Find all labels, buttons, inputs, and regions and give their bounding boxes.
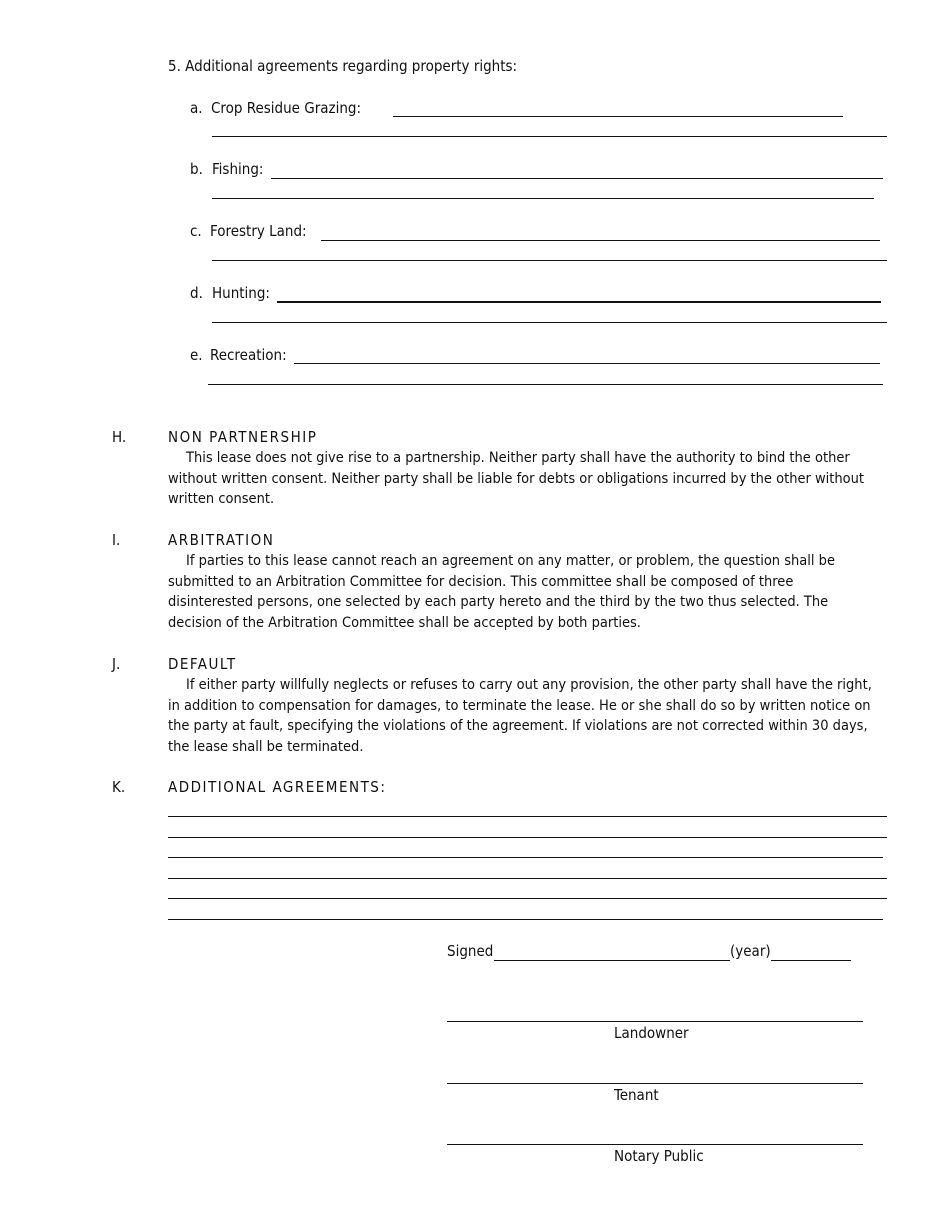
section-j-title: DEFAULT xyxy=(168,655,237,673)
landowner-label: Landowner xyxy=(614,1024,689,1042)
fishing-line-1[interactable] xyxy=(271,178,883,179)
item-b-letter: b. xyxy=(190,160,203,178)
signed-line[interactable] xyxy=(494,960,730,961)
forestry-line-2[interactable] xyxy=(212,260,887,261)
tenant-label: Tenant xyxy=(614,1086,659,1104)
item-recreation-label: Recreation: xyxy=(210,346,287,364)
section-5-heading: 5. Additional agreements regarding property rights: xyxy=(168,57,518,75)
item-e-letter: e. xyxy=(190,346,203,364)
section-i-text: If parties to this lease cannot reach an agreement on any matter, or problem, the question shall be submitted to an Arbitration Committee for decision. This committee shall be composed of three disinterested persons, one selected by each party hereto and the third by the two thus selected. The decision of the Arbitration Committee shall be accepted by both parties. xyxy=(168,553,835,631)
crop-residue-line-2[interactable] xyxy=(212,136,887,137)
tenant-signature-line[interactable] xyxy=(447,1083,863,1084)
section-j-text: If either party willfully neglects or refuses to carry out any provision, the other party shall have the right, in addition to compensation for damages, to terminate the lease. He or she shall do so by written notice on the party at fault, specifying the violations of the agreement. If violations are not corrected within 30 days, the lease shall be terminated. xyxy=(168,677,872,755)
item-fishing-label: Fishing: xyxy=(212,160,264,178)
section-i-body xyxy=(168,551,873,633)
section-h-body xyxy=(168,448,873,510)
item-a-letter: a. xyxy=(190,99,203,117)
item-hunting-label: Hunting: xyxy=(212,284,270,302)
section-j-letter: J. xyxy=(112,655,121,673)
section-h-text: This lease does not give rise to a partnership. Neither party shall have the authority to bind the other without written consent. Neither party shall be liable for debts or obligations incurred by the other without written consent. xyxy=(168,450,865,507)
hunting-line-1[interactable] xyxy=(277,301,881,303)
additional-line-6[interactable] xyxy=(168,919,883,920)
section-k-letter: K. xyxy=(112,778,126,796)
section-k-title: ADDITIONAL AGREEMENTS: xyxy=(168,778,387,796)
item-c-letter: c. xyxy=(190,222,202,240)
section-i-letter: I. xyxy=(112,531,121,549)
section-j-body xyxy=(168,675,873,757)
signed-label: Signed xyxy=(447,942,494,960)
notary-label: Notary Public xyxy=(614,1147,704,1165)
forestry-line-1[interactable] xyxy=(321,240,880,241)
notary-signature-line[interactable] xyxy=(447,1144,863,1145)
item-crop-residue-label: Crop Residue Grazing: xyxy=(211,99,362,117)
additional-line-3[interactable] xyxy=(168,857,883,858)
item-d-letter: d. xyxy=(190,284,203,302)
landowner-signature-line[interactable] xyxy=(447,1021,863,1022)
section-h-title: NON PARTNERSHIP xyxy=(168,428,318,446)
hunting-line-2[interactable] xyxy=(212,322,887,323)
additional-line-4[interactable] xyxy=(168,878,887,879)
crop-residue-line-1[interactable] xyxy=(393,116,843,117)
item-forestry-label: Forestry Land: xyxy=(210,222,307,240)
additional-line-2[interactable] xyxy=(168,837,887,838)
additional-line-1[interactable] xyxy=(168,816,887,817)
year-line[interactable] xyxy=(771,960,851,961)
section-i-title: ARBITRATION xyxy=(168,531,275,549)
recreation-line-2[interactable] xyxy=(208,384,883,385)
fishing-line-2[interactable] xyxy=(212,198,874,199)
section-h-letter: H. xyxy=(112,428,127,446)
recreation-line-1[interactable] xyxy=(294,363,880,364)
additional-line-5[interactable] xyxy=(168,898,887,899)
year-label: (year) xyxy=(730,942,771,960)
